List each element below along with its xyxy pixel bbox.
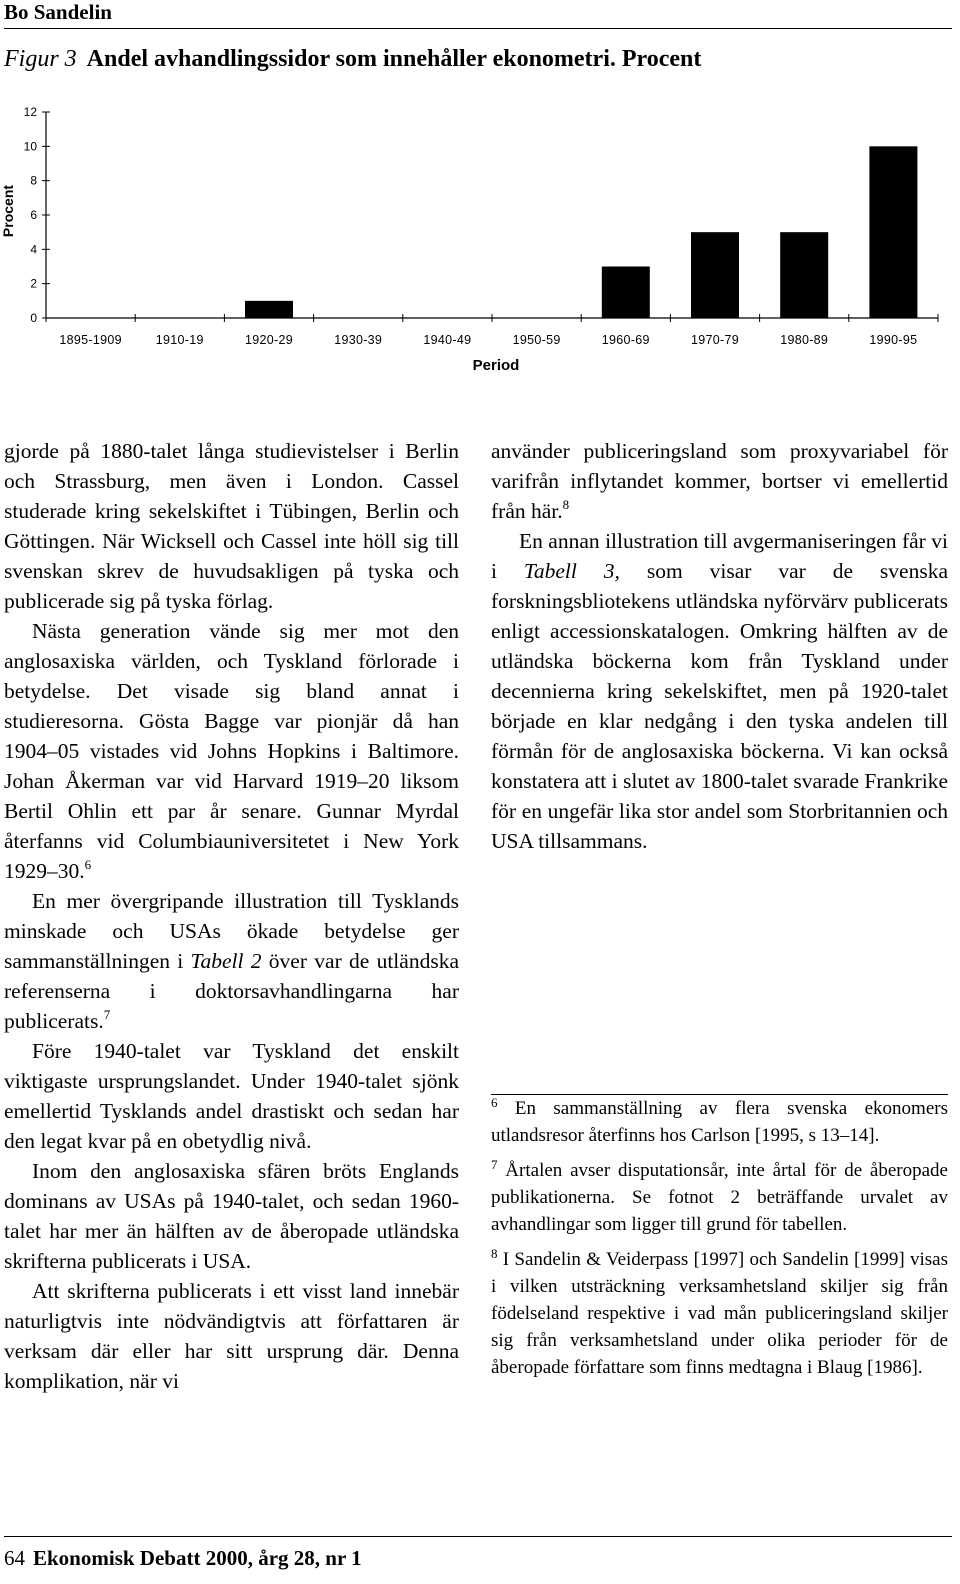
bar <box>691 232 739 318</box>
footnote <box>491 1246 948 1381</box>
right-column-paragraph: En annan illustration till avgermaniseringen får vi i Tabell 3, som visar var de svenska forskningsbliotekens utländska nyförvärv publicerats enligt accessionskatalogen. Omkring hälften av de utländska böckerna kom från Tyskland under decennierna kring sekelskiftet, men på 1920-talet började en klar nedgång i den tyska andelen till förmån för de anglosaxiska böckerna. Vi kan också konstatera att i slutet av 1800-talet svarade Frankrike för en ungefär lika stor andel som Storbritannien och USA tillsammans. <box>491 529 948 853</box>
bar <box>780 232 828 318</box>
x-tick-label: 1990-95 <box>869 333 918 347</box>
x-tick-label: 1930-39 <box>334 333 383 347</box>
figure-title: Andel avhandlingssidor som innehåller ekonometri. Procent <box>86 46 702 72</box>
y-tick-label: 4 <box>30 242 37 257</box>
left-column-paragraph: Nästa generation vände sig mer mot den anglosaxiska världen, och Tyskland förlorade i betydelse. Det visade sig bland annat i studieresorna. Gösta Bagge var pionjär då han 1904–05 vistades vid Johns Hopkins i Baltimore. Johan Åkerman var vid Harvard 1919–20 liksom Bertil Ohlin ett par år senare. Gunnar Myrdal återfanns vid Columbiauniversitetet i New York 1929–30.$^6$ <box>4 619 459 883</box>
y-tick-label: 6 <box>30 208 37 222</box>
x-tick-label: 1980-89 <box>780 333 829 347</box>
y-axis <box>24 105 50 325</box>
text-column-left <box>4 436 459 1396</box>
footnotes <box>491 1094 948 1389</box>
footnote-number: 7 <box>491 1157 498 1172</box>
journal-name: Ekonomisk Debatt 2000, årg 28, nr 1 <box>33 1546 362 1570</box>
left-column-paragraph: gjorde på 1880-talet långa studievistelser i Berlin och Strassburg, men även i London. Cassel studerade kring sekelskiftet i Tübingen, Berlin och Göttingen. När Wicksell och Cassel inte höll sig till svenskan skrev de huvudsakligen på tyska och publicerade sig på tyska förlag. <box>4 439 459 613</box>
x-axis <box>46 314 938 347</box>
right-column-paragraph: använder publiceringsland som proxyvariabel för varifrån inflytandet kommer, bortser vi emellertid från här.$^8$ <box>491 439 948 523</box>
x-tick-label: 1970-79 <box>691 333 739 347</box>
y-tick-label: 10 <box>23 139 37 154</box>
y-tick-label: 0 <box>30 311 37 325</box>
figure-label: Figur 3 <box>4 46 77 72</box>
footnote-number: 6 <box>491 1095 498 1110</box>
x-tick-label: 1895-1909 <box>59 333 122 347</box>
left-column-paragraph: Inom den anglosaxiska sfären bröts Englands dominans av USAs på 1940-talet, och sedan 1960-talet har mer än hälften av de åberopade utländska skrifterna publicerats i USA. <box>4 1159 459 1273</box>
x-tick-label: 1950-59 <box>512 333 561 347</box>
bar-chart <box>0 98 960 388</box>
figure-caption <box>4 44 701 74</box>
left-column-paragraph: Att skrifterna publicerats i ett visst land innebär naturligtvis inte nödvändigtvis att författaren är verksam där eller har sitt ursprung där. Denna komplikation, när vi <box>4 1279 459 1393</box>
text-column-right <box>491 436 948 856</box>
footnote <box>491 1157 948 1238</box>
footnote-text: Årtalen avser disputationsår, inte årtal för de åberopade publikationerna. Se fotnot 2 beträffande urvalet av avhandlingar som ligger till grund för tabellen. <box>491 1160 948 1235</box>
running-footer <box>4 1536 952 1570</box>
x-axis-label: Period <box>472 357 520 374</box>
x-tick-label: 1960-69 <box>601 333 650 347</box>
page-number: 64 <box>4 1546 25 1570</box>
footnote-text: I Sandelin & Veiderpass [1997] och Sandelin [1999] visas i vilken utsträckning verksamhetsland skiljer sig från födelseland respektive i vad mån publiceringsland skiljer sig från verksamhetsland under olika perioder för de åberopade författare som finns medtagna i Blaug [1986]. <box>491 1249 948 1378</box>
bar <box>602 267 650 319</box>
running-header <box>4 0 952 29</box>
y-tick-label: 12 <box>23 105 37 119</box>
bars <box>245 146 917 318</box>
left-column-paragraph: En mer övergripande illustration till Tysklands minskade och USAs ökade betydelse ger sammanställningen i Tabell 2 över var de utländska referenserna i doktorsavhandlingarna har publicerats.$^7$ <box>4 889 459 1033</box>
y-axis-label: Procent <box>0 184 16 238</box>
y-tick-label: 2 <box>30 276 37 291</box>
y-tick-label: 8 <box>30 173 37 188</box>
x-tick-label: 1910-19 <box>155 333 204 347</box>
header-author: Bo Sandelin <box>4 0 112 24</box>
x-tick-label: 1920-29 <box>245 333 293 347</box>
footnote <box>491 1095 948 1149</box>
left-column-paragraph: Före 1940-talet var Tyskland det enskilt viktigaste ursprungslandet. Under 1940-talet sjönk emellertid Tysklands andel drastiskt och sedan har den legat kvar på en obetydlig nivå. <box>4 1039 459 1153</box>
footer-line <box>4 1545 362 1571</box>
footnote-text: En sammanställning av flera svenska ekonomers utlandsresor återfinns hos Carlson [1995, s 13–14]. <box>491 1098 948 1146</box>
x-tick-label: 1940-49 <box>423 333 472 347</box>
bar <box>869 146 917 318</box>
footnote-number: 8 <box>491 1246 498 1261</box>
bar <box>245 301 293 318</box>
